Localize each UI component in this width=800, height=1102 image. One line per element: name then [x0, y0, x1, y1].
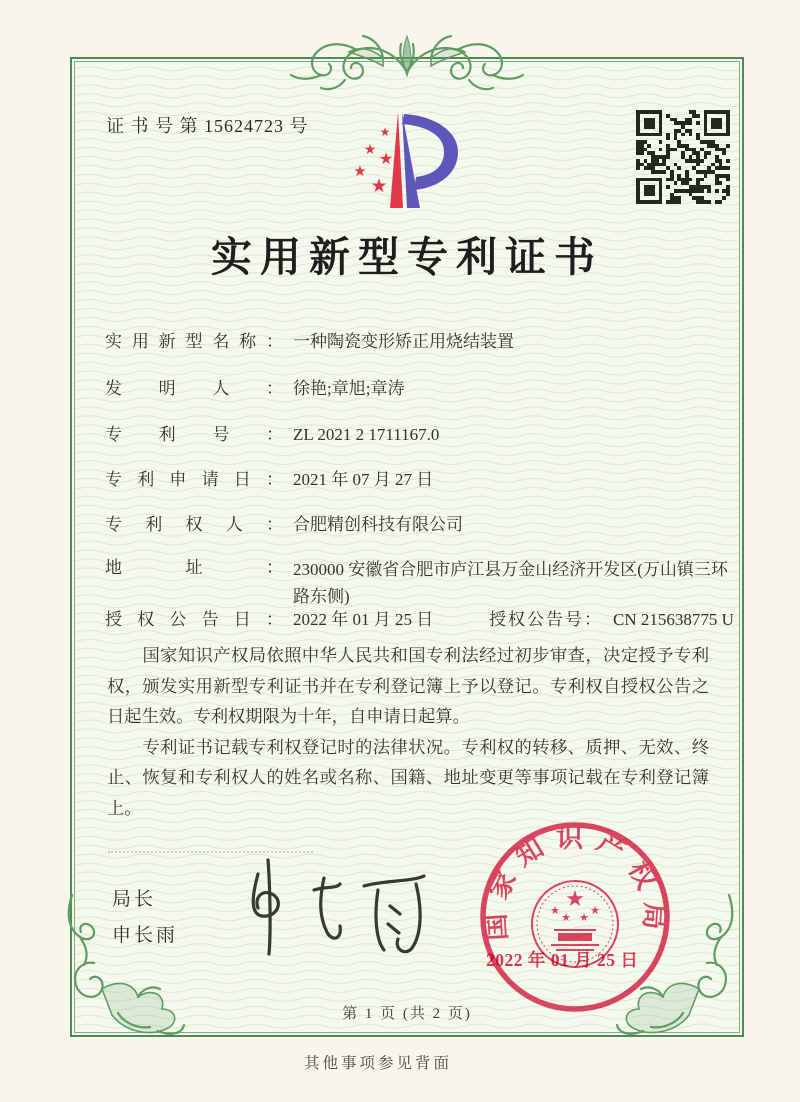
certificate-title: 实用新型专利证书: [211, 234, 603, 280]
svg-text:国家知识产权局: [480, 823, 670, 942]
svg-text:★: ★: [363, 143, 377, 158]
legal-text: [107, 641, 709, 825]
field-value: 徐艳;章旭;章涛: [293, 379, 405, 398]
svg-text:★: ★: [550, 905, 560, 917]
certificate-number: 证 书 号 第 15624723 号: [106, 116, 309, 136]
field-label: 授权公告号：: [489, 610, 603, 629]
svg-text:★: ★: [370, 176, 388, 197]
paragraph-register: 专利证书记载专利权登记时的法律状况。专利权的转移、质押、无效、终止、恢复和专利权人的姓名或名称、国籍、地址变更等事项记载在专利登记簿上。: [107, 737, 709, 818]
field-label: 实用新型名称：: [105, 332, 283, 351]
field-label: 专利权人：: [105, 515, 283, 534]
field-row-address: [105, 556, 733, 610]
field-row-filing-date: [105, 468, 433, 492]
top-crest-ornament: [287, 28, 527, 108]
svg-text:★: ★: [378, 151, 394, 168]
field-row-patent-no: [105, 423, 439, 447]
field-row-name: [105, 330, 514, 354]
field-value: 一种陶瓷变形矫正用烧结装置: [293, 332, 514, 351]
field-row-grant: [105, 608, 745, 632]
svg-text:★: ★: [565, 886, 585, 911]
field-row-patentee: [105, 513, 463, 537]
seal-date: 2022 年 01 月 25 日: [486, 950, 639, 970]
cnipa-logo-icon: [336, 108, 468, 216]
svg-text:★: ★: [561, 912, 571, 924]
field-value: 230000 安徽省合肥市庐江县万金山经济开发区(万山镇三环路东侧): [293, 560, 728, 606]
perforation-line: [108, 851, 313, 853]
official-seal-icon: [470, 812, 680, 1022]
officer-signature-icon: [228, 856, 428, 960]
svg-text:★: ★: [579, 912, 589, 924]
field-value: CN 215638775 U: [613, 610, 734, 629]
field-row-inventors: [105, 377, 404, 401]
svg-text:★: ★: [353, 164, 367, 180]
officer-title: 局长: [112, 889, 157, 910]
qr-code: [636, 110, 730, 204]
field-label: 授权公告日：: [105, 610, 283, 629]
svg-text:★: ★: [379, 125, 391, 139]
svg-text:★: ★: [590, 905, 600, 917]
field-value: ZL 2021 2 1711167.0: [293, 425, 440, 444]
field-label: 地址：: [105, 558, 283, 577]
seal-text: 国家知识产权局: [480, 822, 670, 942]
field-label: 发明人：: [105, 379, 283, 398]
field-value: 2022 年 01 月 25 日: [293, 610, 434, 629]
page-number: 第 1 页 (共 2 页): [342, 1006, 472, 1022]
paragraph-grant: 国家知识产权局依照中华人民共和国专利法经过初步审查，决定授予专利权，颁发实用新型专利证书并在专利登记簿上予以登记。专利权自授权公告之日起生效。专利权期限为十年，自申请日起算。: [107, 646, 709, 727]
officer-name: 申长雨: [112, 925, 179, 946]
field-value: 2021 年 07 月 27 日: [293, 470, 434, 489]
field-value: 合肥精创科技有限公司: [293, 515, 463, 534]
field-label: 专利号：: [105, 425, 283, 444]
field-label: 专利申请日：: [105, 470, 283, 489]
grant-no-pair: [489, 608, 734, 632]
back-note: 其他事项参见背面: [303, 1055, 452, 1072]
